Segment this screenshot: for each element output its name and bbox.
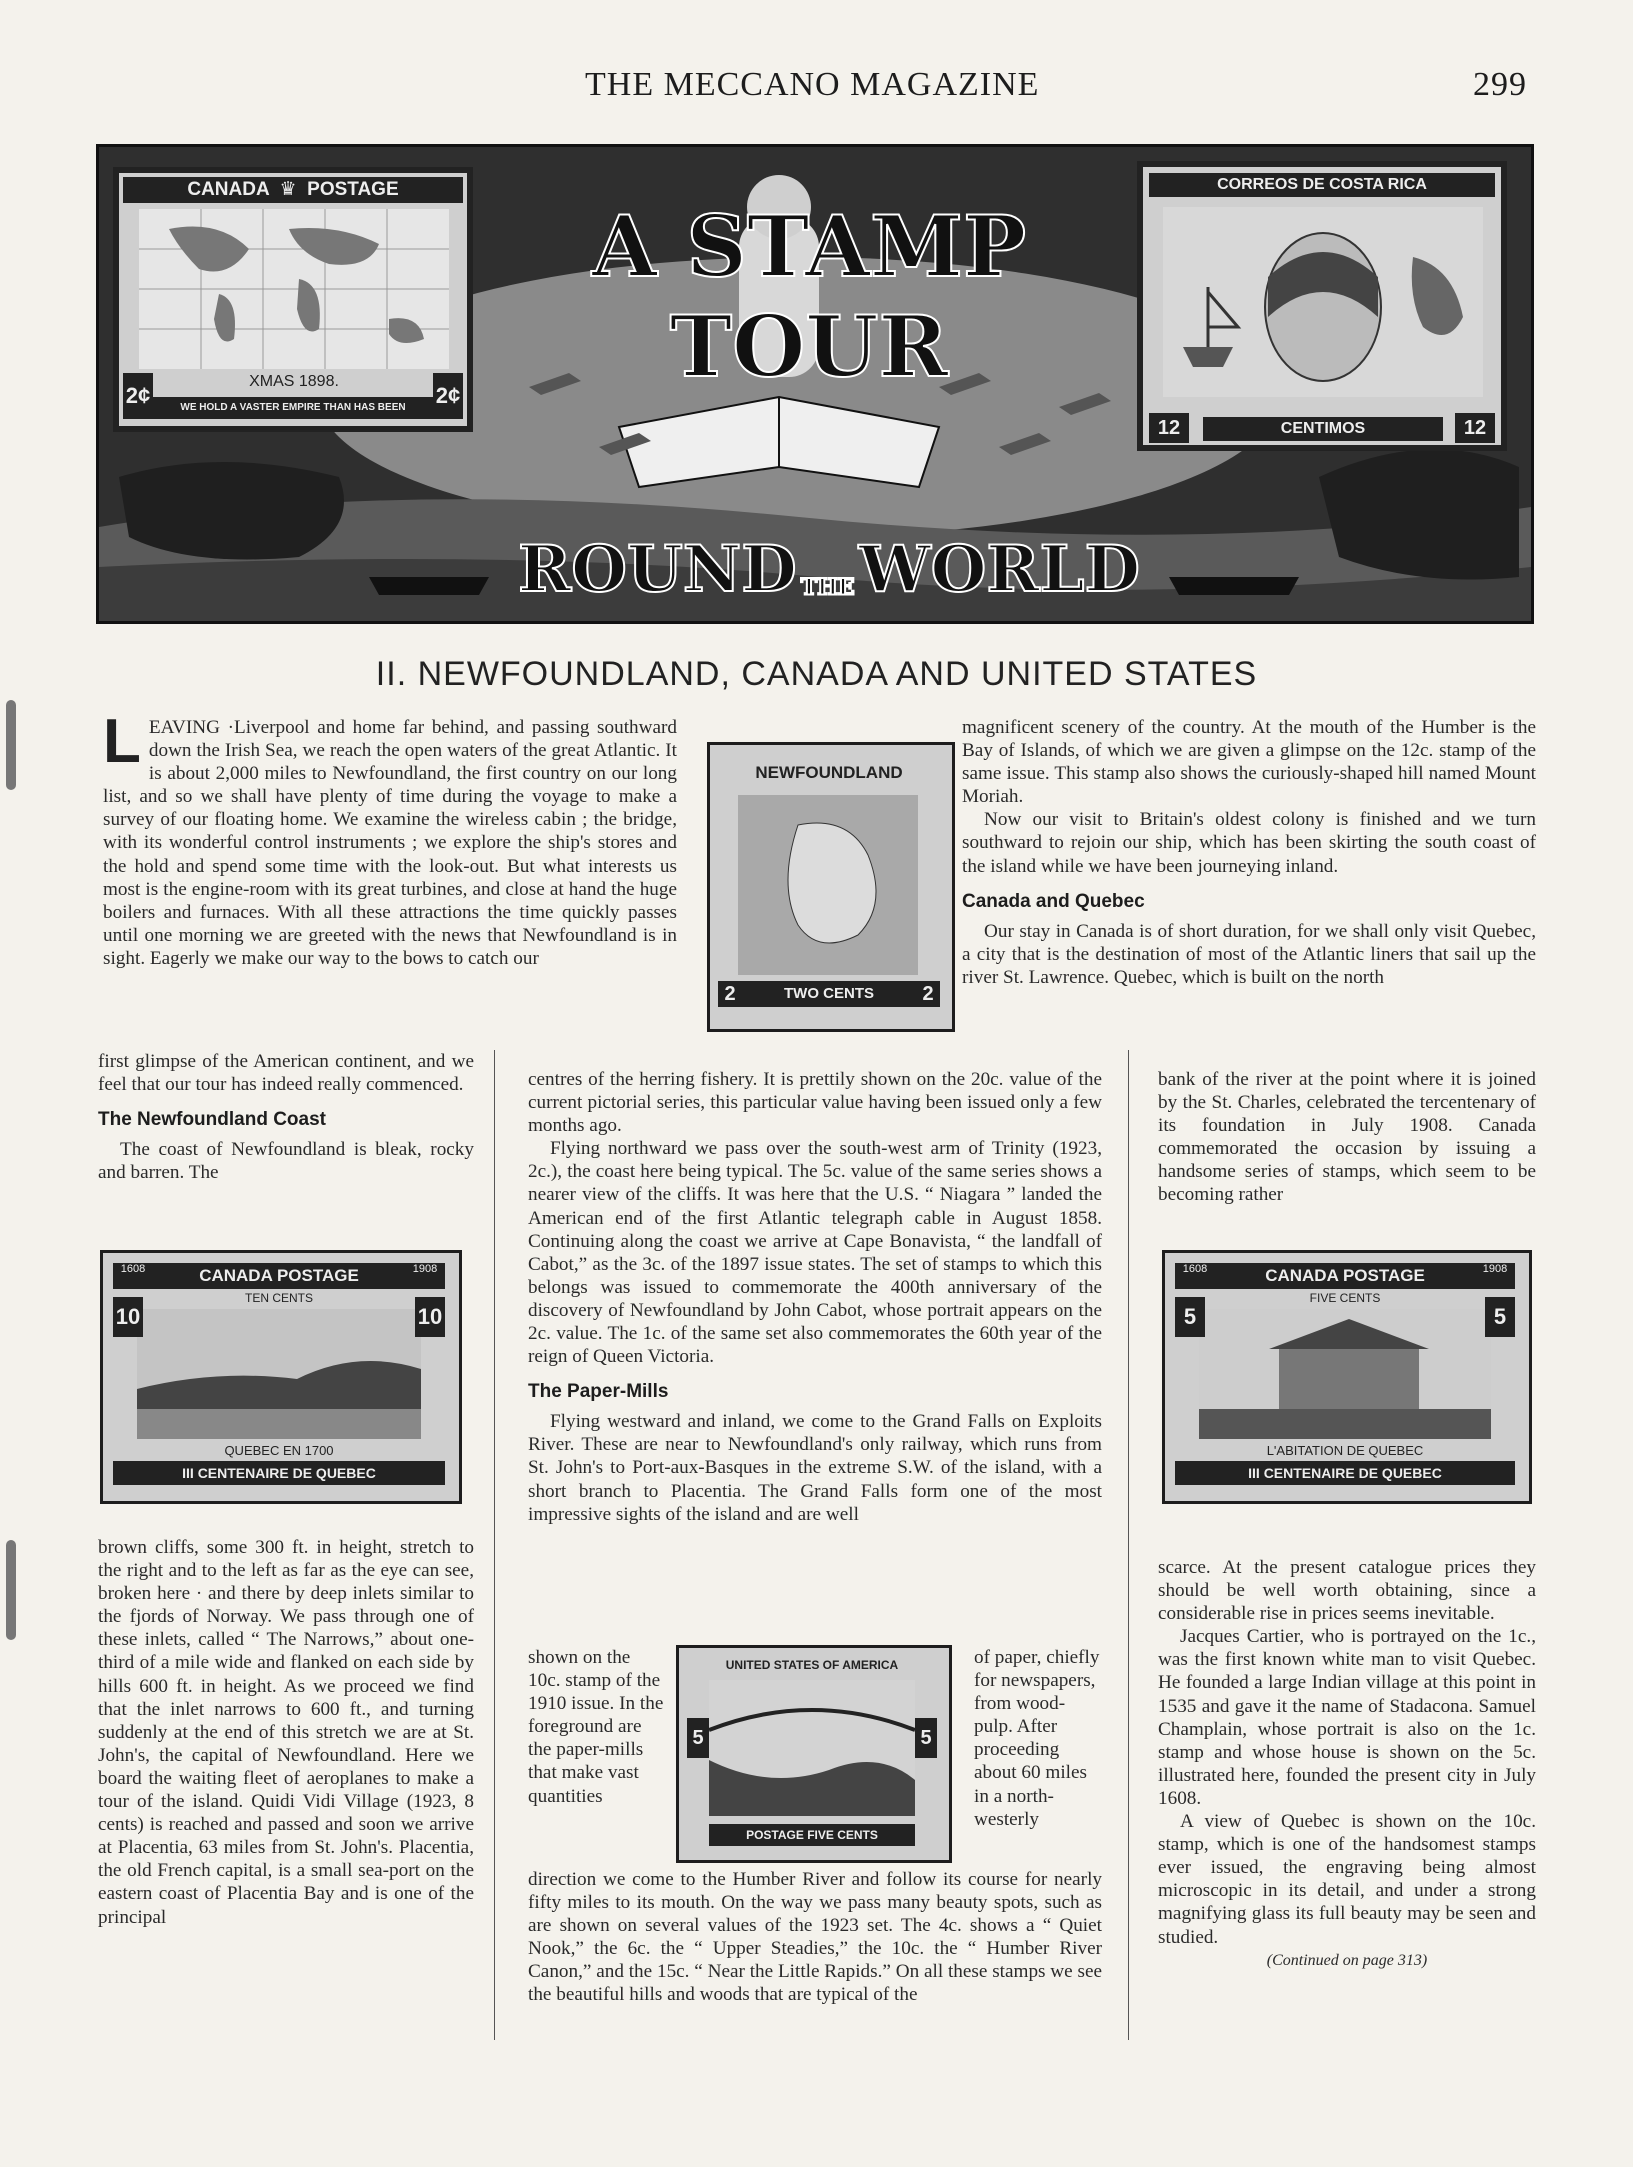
- stamp-newfoundland-value-left: 2: [718, 981, 742, 1007]
- stamp-canada-10c-sub: TEN CENTS: [244, 1291, 313, 1305]
- mid-paragraph-1: centres of the herring fishery. It is prettily shown on the 20c. value of the current pictorial series, this particular value having been issued only a few months ago.: [528, 1069, 1102, 1137]
- intro-paragraph: EAVING ·Liverpool and home far behind, and passing southward down the Irish Sea, we reach the open waters of the great Atlantic. It is about 2,000 miles to Newfoundland, the first country on our long list, and so we shall have plenty of time during the voyage to make a survey of our floating home. We examine the wireless cabin ; the bridge, with its wonderful control instruments ; we explore the ship's stores and the hold and spend some time with the look-out. But what interests us most is the engine-room with its great turbines, and close at hand the huge boilers and furnaces. With all these attractions the time quickly passes until one morning we are greeted with the news that Newfoundland is in sight. Eagerly we make our way to the bows to catch our: [103, 717, 677, 969]
- stamp-usa-5c-value-left: 5: [687, 1718, 709, 1758]
- stamp-canada-5c-caption-1: L'ABITATION DE QUEBEC: [1266, 1443, 1424, 1458]
- column-2-top: [528, 1068, 1102, 1526]
- stamp-canada-xmas: CANADA ♛ POSTAGE XMAS 1898. WE HOLD A VASTER EMPIRE THAN HAS BEEN 2¢ 2¢: [113, 167, 473, 432]
- stamp-usa-5c-view: [709, 1680, 915, 1816]
- stamp-canada-5c-title: CANADA POSTAGE: [1175, 1263, 1515, 1289]
- stamp-newfoundland-value-right: 2: [916, 981, 940, 1007]
- right-paragraph-4: bank of the river at the point where it is joined by the St. Charles, celebrated the tercentenary of its foundation in July 1908. Canada commemorated the occasion by issuing a handsome series of stamps, which seem to be becoming rather: [1158, 1069, 1536, 1206]
- banner-title-world: WORLD: [858, 532, 1140, 607]
- column-1-top: [98, 1050, 474, 1184]
- page-number: 299: [1473, 66, 1527, 103]
- stamp-usa-5c-title: UNITED STATES OF AMERICA: [725, 1658, 899, 1672]
- stamp-usa-5c-denomination: POSTAGE FIVE CENTS: [709, 1824, 915, 1846]
- binding-mark: [6, 1540, 16, 1640]
- banner-title-top: A STAMP TOUR: [591, 197, 1027, 396]
- stamp-canada-10c-value-left: 10: [113, 1297, 143, 1337]
- right-paragraph-2: Now our visit to Britain's oldest colony is finished and we turn southward to rejoin our ship, which has been skirting the south coast of the island while we have been journeying inland.: [962, 809, 1536, 877]
- stamp-canada-5c-year-right: 1908: [1482, 1263, 1508, 1275]
- article-intro: [103, 707, 677, 970]
- stamp-canada-5c-value-right: 5: [1485, 1297, 1515, 1337]
- right-paragraph-7: A view of Quebec is shown on the 10c. stamp, which is one of the handsomest stamps ever issued, the engraving being almost microscopic in its detail, and under a strong magnifying glass its full beauty may be seen and studied.: [1158, 1811, 1536, 1948]
- stamp-canada-5c-value-left: 5: [1175, 1297, 1205, 1337]
- coast-paragraph-1: The coast of Newfoundland is bleak, rocky and barren. The: [98, 1139, 474, 1184]
- column-2-wrap-left: [528, 1646, 664, 1808]
- stamp-canada-10c-view: [137, 1309, 421, 1439]
- banner-title-round: ROUND: [518, 532, 797, 607]
- stamp-canada-xmas-year: XMAS 1898.: [249, 373, 339, 390]
- stamp-usa-5c: [676, 1645, 952, 1863]
- mid-paragraph-2: Flying northward we pass over the south-west arm of Trinity (1923, 2c.), the coast here being typical. The 5c. value of the same series shows a nearer view of the cliffs. It was here that the U.S. “ Niagara ” landed the American end of the first Atlantic telegraph cable in August 1858. Continuing along the coast we arrive at Cape Bonavista, “ the landfall of Cabot,” as the 3c. of the 1897 issue states. The set of stamps to which this belongs was issued to commemorate the 400th anniversary of the discovery of Newfoundland by John Cabot, whose portrait appears on the 2c. value. The 1c. of the same set also commemorates the 60th year of the reign of Queen Victoria.: [528, 1138, 1102, 1368]
- column-3-top: [962, 716, 1536, 989]
- column-1-bottom: [98, 1536, 474, 1929]
- subhead-newfoundland-coast: The Newfoundland Coast: [98, 1109, 326, 1131]
- right-paragraph-6: Jacques Cartier, who is portrayed on the 1c., was the first known white man to visit Quebec. He founded a large Indian village at this point in 1535 and gave it the name of Stadacona. Samuel Champlain, whose portrait is also on the 1c. stamp and whose house is shown on the 5c. illustrated here, founded the present city in July 1608.: [1158, 1626, 1536, 1809]
- stamp-canada-10c-year-right: 1908: [412, 1263, 438, 1275]
- right-paragraph-3: Our stay in Canada is of short duration, for we shall only visit Quebec, a city that is the destination of most of the Atlantic liners that sail up the river St. Lawrence. Quebec, which is built on the north: [962, 920, 1536, 988]
- continued-note: (Continued on page 313): [1266, 1951, 1428, 1969]
- intro-end-paragraph: first glimpse of the American continent, and we feel that our tour has indeed really commenced.: [98, 1051, 474, 1096]
- banner-illustration: [96, 144, 1534, 624]
- stamp-canada-10c-title: CANADA POSTAGE: [113, 1263, 445, 1289]
- article-headline: II. NEWFOUNDLAND, CANADA AND UNITED STATES: [375, 655, 1258, 693]
- column-rule-1: [494, 1050, 495, 2040]
- stamp-costa-rica-value-right: 12: [1455, 413, 1495, 443]
- stamp-canada-5c-sub: FIVE CENTS: [1309, 1291, 1381, 1305]
- banner-title-bottom: [449, 532, 1209, 612]
- right-paragraph-5: scarce. At the present catalogue prices they should be well worth obtaining, since a considerable rise in prices seems inevitable.: [1158, 1557, 1536, 1625]
- stamp-costa-rica-value-left: 12: [1149, 413, 1189, 443]
- stamp-canada-xmas-value-right: 2¢: [433, 373, 463, 419]
- paper-paragraph-2: direction we come to the Humber River and follow its course for nearly fifty miles to its mouth. On the way we pass many beauty spots, such as are shown on several values of the 1923 set. The 4c. shows a “ Quiet Nook,” the 6c. the “ Upper Steadies,” the 10c. the “ Humber River Canon,” and the 15c. “ Near the Little Rapids.” On all these stamps we see the beautiful hills and woods that are typical of the: [528, 1869, 1102, 2006]
- stamp-canada-5c-caption-2: III CENTENAIRE DE QUEBEC: [1175, 1461, 1515, 1485]
- stamp-canada-xmas-motto: WE HOLD A VASTER EMPIRE THAN HAS BEEN: [153, 397, 433, 419]
- column-3-mid: [1158, 1068, 1536, 1207]
- stamp-canada-10c-caption-2: III CENTENAIRE DE QUEBEC: [113, 1461, 445, 1485]
- binding-mark: [6, 700, 16, 790]
- world-map: [139, 209, 449, 369]
- column-2-bottom: [528, 1868, 1102, 2007]
- stamp-canada-xmas-country: CANADA: [187, 179, 269, 200]
- paper-wrap-left: shown on the 10c. stamp of the 1910 issue. In the foreground are the paper-mills that make vast quantities: [528, 1647, 664, 1807]
- stamp-costa-rica: [1137, 161, 1507, 451]
- coast-paragraph-2: brown cliffs, some 300 ft. in height, stretch to the right and to the left as far as the eye can see, broken here · and there by deep inlets similar to the fjords of Norway. We pass through one of these inlets, called “ The Narrows,” about one-third of a mile wide and flanked on each side by hills 600 ft. in height. As we proceed we find that the inlet narrows to 600 ft., and turning suddenly at the end of this stretch we are at St. John's, the capital of Newfoundland. Here we board the waiting fleet of aeroplanes to make a tour of the island. Quidi Vidi Village (1923, 8 cents) is reached and passed and soon we arrive at Placentia, 63 miles from St. John's. Placentia, the old French capital, is a small sea-port on the eastern coast of Placentia Bay and is one of the principal: [98, 1537, 474, 1928]
- stamp-canada-5c: [1162, 1250, 1532, 1504]
- stamp-costa-rica-denomination: CENTIMOS: [1203, 417, 1443, 441]
- paper-paragraph-1: Flying westward and inland, we come to the Grand Falls on Exploits River. These are near to Newfoundland's only railway, which runs from St. John's to Port-aux-Basques in the extreme S.W. of the island, with a short branch to Placentia. The Grand Falls form one of the most impressive sights of the island and are well: [528, 1411, 1102, 1525]
- right-paragraph-1: magnificent scenery of the country. At the mouth of the Humber is the Bay of Islands, of which we are given a glimpse on the 12c. stamp of the same issue. This stamp also shows the curiously-shaped hill named Mount Moriah.: [962, 717, 1536, 808]
- stamp-newfoundland-2c: [707, 742, 955, 1032]
- paper-wrap-right: of paper, chiefly for newspapers, from wood-pulp. After proceeding about 60 miles in a north-westerly: [974, 1647, 1100, 1830]
- stamp-canada-10c-caption-1: QUEBEC EN 1700: [224, 1443, 334, 1458]
- stamp-canada-10c-value-right: 10: [415, 1297, 445, 1337]
- column-rule-2: [1128, 1050, 1129, 2040]
- magazine-title: THE MECCANO MAGAZINE: [585, 66, 1040, 103]
- column-2-wrap-right: [974, 1646, 1102, 1831]
- subhead-paper-mills: The Paper-Mills: [528, 1381, 669, 1403]
- stamp-canada-xmas-value-left: 2¢: [123, 373, 153, 419]
- stamp-canada-5c-view: [1199, 1309, 1491, 1439]
- stamp-canada-10c-year-left: 1608: [120, 1263, 146, 1275]
- stamp-canada-xmas-label: POSTAGE: [307, 179, 399, 200]
- newfoundland-map: [738, 795, 918, 975]
- stamp-costa-rica-country: CORREOS DE COSTA RICA: [1149, 173, 1495, 197]
- dropcap: L: [103, 707, 141, 776]
- column-3-bottom: [1158, 1556, 1536, 1972]
- stamp-newfoundland-denomination: TWO CENTS: [718, 981, 940, 1007]
- banner-title-the: THE: [800, 574, 855, 601]
- stamp-canada-5c-year-left: 1608: [1182, 1263, 1208, 1275]
- stamp-costa-rica-portrait: [1163, 207, 1483, 397]
- stamp-canada-10c: [100, 1250, 462, 1504]
- stamp-newfoundland-name: NEWFOUNDLAND: [755, 763, 903, 782]
- stamp-usa-5c-value-right: 5: [915, 1718, 937, 1758]
- subhead-canada-quebec: Canada and Quebec: [962, 890, 1145, 912]
